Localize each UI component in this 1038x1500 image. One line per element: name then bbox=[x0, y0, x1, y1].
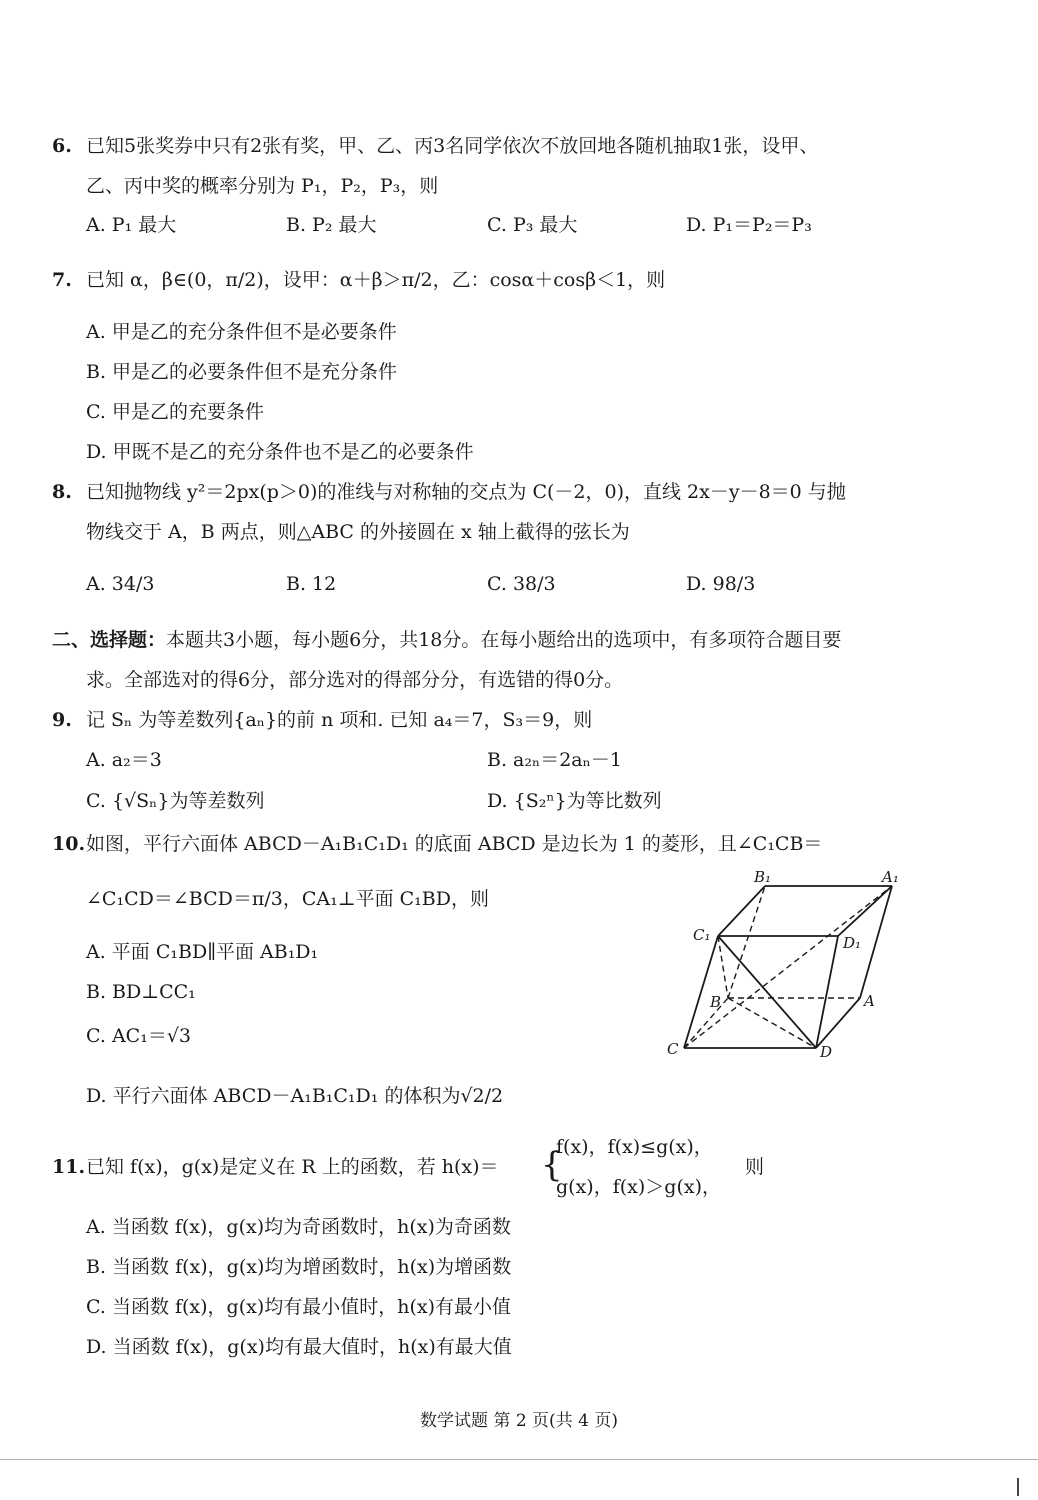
q8-option-a: A. 34/3 bbox=[86, 573, 155, 595]
label-b: B bbox=[710, 993, 722, 1011]
edge-d-a bbox=[816, 998, 860, 1048]
q10-line2: ∠C₁CD＝∠BCD＝π/3，CA₁⊥平面 C₁BD，则 bbox=[86, 888, 489, 910]
q10-line1: 如图，平行六面体 ABCD－A₁B₁C₁D₁ 的底面 ABCD 是边长为 1 的菱形，且∠C₁CB＝ bbox=[86, 833, 823, 855]
q9-option-a: A. a₂＝3 bbox=[86, 749, 162, 771]
q11-option-b: B. 当函数 f(x)，g(x)均为增函数时，h(x)为增函数 bbox=[86, 1256, 512, 1278]
label-d1: D₁ bbox=[843, 934, 862, 952]
margin-tick bbox=[1017, 1478, 1019, 1496]
page-footer: 数学试题 第 2 页(共 4 页) bbox=[420, 1411, 618, 1431]
section2-text1: 本题共3小题，每小题6分，共18分。在每小题给出的选项中，有多项符合题目要 bbox=[166, 629, 842, 651]
section2-heading: 二、选择题： bbox=[52, 629, 167, 651]
q9-line1: 记 Sₙ 为等差数列{aₙ}的前 n 项和. 已知 a₄＝7，S₃＝9，则 bbox=[86, 709, 593, 731]
q8-option-c: C. 38/3 bbox=[487, 573, 556, 595]
q6-line1: 已知5张奖券中只有2张有奖，甲、乙、丙3名同学依次不放回地各随机抽取1张，设甲、 bbox=[86, 135, 819, 157]
q8-option-b: B. 12 bbox=[286, 573, 337, 595]
q7-option-d: D. 甲既不是乙的充分条件也不是乙的必要条件 bbox=[86, 441, 474, 463]
q9-option-b: B. a₂ₙ＝2aₙ－1 bbox=[487, 749, 622, 771]
q11-option-a: A. 当函数 f(x)，g(x)均为奇函数时，h(x)为奇函数 bbox=[86, 1216, 511, 1238]
q7-option-b: B. 甲是乙的必要条件但不是充分条件 bbox=[86, 361, 398, 383]
q8-option-d: D. 98/3 bbox=[686, 573, 756, 595]
q7-option-c: C. 甲是乙的充要条件 bbox=[86, 401, 264, 423]
q10-option-d: D. 平行六面体 ABCD－A₁B₁C₁D₁ 的体积为√2/2 bbox=[86, 1085, 504, 1107]
q8-number: 8. bbox=[52, 481, 72, 503]
edge-b-d bbox=[728, 998, 816, 1048]
edge-a-a1 bbox=[860, 886, 892, 998]
q11-line1: 已知 f(x)，g(x)是定义在 R 上的函数，若 h(x)＝ bbox=[86, 1156, 499, 1178]
q9-option-c: C. {√Sₙ}为等差数列 bbox=[86, 790, 265, 812]
q8-line1: 已知抛物线 y²＝2px(p＞0)的准线与对称轴的交点为 C(－2，0)，直线 2x－y－8＝0 与抛 bbox=[86, 481, 846, 503]
q10-option-c: C. AC₁＝√3 bbox=[86, 1025, 192, 1047]
q9-number: 9. bbox=[52, 709, 72, 731]
q6-line2: 乙、丙中奖的概率分别为 P₁，P₂，P₃，则 bbox=[86, 175, 439, 197]
edge-d-d1 bbox=[816, 936, 838, 1048]
q6-option-d: D. P₁＝P₂＝P₃ bbox=[686, 214, 812, 236]
section2-line1 bbox=[52, 628, 841, 652]
label-b1: B₁ bbox=[754, 868, 772, 886]
q11-case2: g(x)，f(x)＞g(x)， bbox=[556, 1176, 721, 1198]
q7-option-a: A. 甲是乙的充分条件但不是必要条件 bbox=[86, 321, 397, 343]
q10-option-b: B. BD⊥CC₁ bbox=[86, 981, 196, 1003]
parallelepiped-figure bbox=[660, 864, 910, 1064]
q7-line1: 已知 α，β∈(0，π/2)，设甲：α＋β＞π/2，乙：cosα＋cosβ＜1，则 bbox=[86, 269, 666, 291]
edge-d1-a1 bbox=[838, 886, 892, 936]
edge-c-c1 bbox=[684, 936, 718, 1048]
section2-line2: 求。全部选对的得6分，部分选对的得部分分，有选错的得0分。 bbox=[86, 669, 624, 691]
diag-c-a1 bbox=[684, 886, 892, 1048]
edge-c-b bbox=[684, 998, 728, 1048]
q11-option-d: D. 当函数 f(x)，g(x)均有最大值时，h(x)有最大值 bbox=[86, 1336, 512, 1358]
q6-number: 6. bbox=[52, 135, 72, 157]
edge-b-b1 bbox=[728, 886, 765, 998]
edge-c1-d bbox=[718, 936, 816, 1048]
label-d: D bbox=[820, 1043, 833, 1061]
q9-option-d: D. {S₂ⁿ}为等比数列 bbox=[487, 790, 662, 812]
q6-option-a: A. P₁ 最大 bbox=[86, 214, 177, 236]
q6-option-c: C. P₃ 最大 bbox=[487, 214, 578, 236]
q10-number: 10. bbox=[52, 833, 86, 855]
q11-tail: 则 bbox=[745, 1156, 765, 1178]
q10-option-a: A. 平面 C₁BD∥平面 AB₁D₁ bbox=[86, 941, 319, 963]
q11-brace: { bbox=[541, 1145, 563, 1185]
q11-option-c: C. 当函数 f(x)，g(x)均有最小值时，h(x)有最小值 bbox=[86, 1296, 512, 1318]
label-c1: C₁ bbox=[693, 926, 711, 944]
edge-c1-b1 bbox=[718, 886, 765, 936]
q11-number: 11. bbox=[52, 1156, 86, 1178]
label-a1: A₁ bbox=[882, 868, 899, 886]
q8-line2: 物线交于 A，B 两点，则△ABC 的外接圆在 x 轴上截得的弦长为 bbox=[86, 521, 630, 543]
label-c: C bbox=[667, 1040, 679, 1058]
footer-divider bbox=[0, 1459, 1038, 1460]
q7-number: 7. bbox=[52, 269, 72, 291]
label-a: A bbox=[864, 992, 875, 1010]
q6-option-b: B. P₂ 最大 bbox=[286, 214, 377, 236]
q11-case1: f(x)，f(x)≤g(x)， bbox=[556, 1136, 713, 1158]
